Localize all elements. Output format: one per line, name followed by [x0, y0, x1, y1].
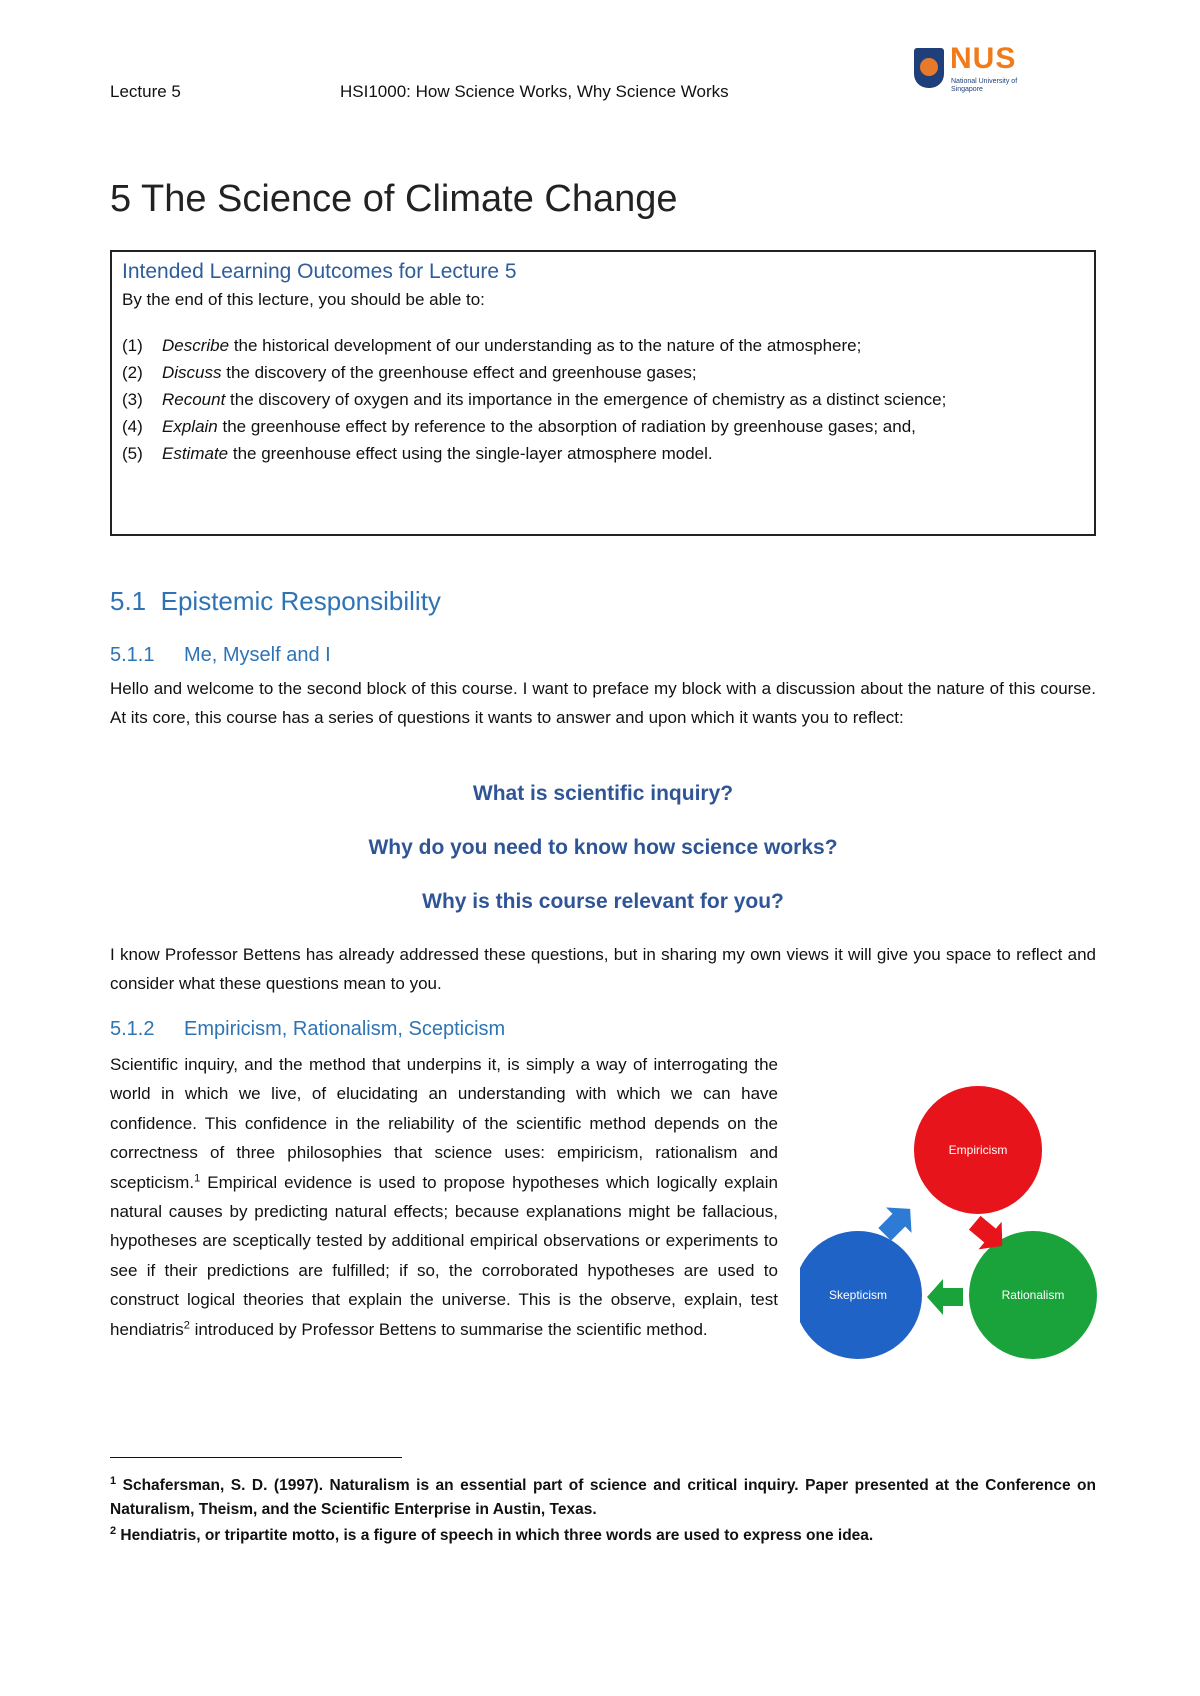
footnote-2: $^2$ Hendiatris, or tripartite motto, is a figure of speech in which three words are used to express one idea. [110, 1524, 874, 1544]
footnote-separator [110, 1457, 402, 1458]
reflection-paragraph: I know Professor Bettens has already addressed these questions, but in sharing my own views it will give you space to reflect and consider what these questions mean to you. [110, 945, 1096, 993]
learning-outcomes-box [110, 250, 1096, 536]
subsection-heading-5-1-2: 5.1.2 Empiricism, Rationalism, Scepticism [110, 1018, 506, 1040]
philosophy-cycle-diagram [800, 1085, 1100, 1385]
list-item: (1) Describe the historical development of our understanding as to the nature of the atmosphere; [122, 336, 862, 355]
rationalism-label: Rationalism [1001, 1288, 1065, 1302]
question-3: Why is this course relevant for you? [422, 890, 784, 913]
lecture-label: Lecture 5 [110, 82, 181, 101]
footnote-1: $^1$ Schafersman, S. D. (1997). Naturalism is an essential part of science and critical inquiry. Paper presented at the Conference on Naturalism, Theism, and the Scientific Enterprise in Austin, Texas. [110, 1474, 1096, 1518]
list-item: (5) Estimate the greenhouse effect using the single-layer atmosphere model. [122, 444, 713, 463]
course-title: HSI1000: How Science Works, Why Science Works [340, 82, 729, 101]
subsection-heading-5-1-1: 5.1.1 Me, Myself and I [110, 644, 331, 666]
list-item: (2) Discuss the discovery of the greenhouse effect and greenhouse gases; [122, 363, 697, 382]
logo-wordmark: NUS [950, 42, 1017, 75]
skepticism-label: Skepticism [828, 1288, 888, 1302]
question-1: What is scientific inquiry? [472, 782, 734, 805]
chapter-title: 5 The Science of Climate Change [110, 178, 678, 220]
section-heading-5-1: 5.1 Epistemic Responsibility [110, 586, 441, 616]
question-2: Why do you need to know how science works? [368, 836, 838, 859]
empiricism-label: Empiricism [948, 1143, 1008, 1157]
logo-subtitle: National University of Singapore [951, 78, 1018, 93]
scientific-method-paragraph: Scientific inquiry, and the method that underpins it, is simply a way of interrogating the world in which we live, of elucidating an understanding with which we can have confidence. This confidence in the reliability of the scientific method depends on the correctness of three philosophies that science uses: empiricism, rationalism and scepticism.$^1$ Empirical evidence is used to propose hypotheses which logically explain natural causes by predicting natural effects; because explanations might be fallacious, hypotheses are sceptically tested by additional empirical observations or experiments to see if their predictions are fulfilled; if so, the corroborated hypotheses are used to construct logical theories that explain the universe. This is the observe, explain, test hendiatris$^2$ introduced by Professor Bettens to summarise the scientific method. [110, 1055, 778, 1339]
footnote-ref-2[interactable]: 2 [183, 1319, 190, 1331]
list-item: (3) Recount the discovery of oxygen and its importance in the emergence of chemistry as a distinct science; [122, 390, 947, 409]
ilo-intro: By the end of this lecture, you should be able to: [122, 290, 485, 309]
ilo-heading: Intended Learning Outcomes for Lecture 5 [122, 260, 517, 283]
list-item: (4) Explain the greenhouse effect by reference to the absorption of radiation by greenhouse gases; and, [122, 417, 916, 436]
nus-logo [914, 42, 1022, 96]
crest-icon [914, 48, 944, 88]
intro-paragraph: Hello and welcome to the second block of this course. I want to preface my block with a discussion about the nature of this course. At its core, this course has a series of questions it wants to answer and upon which it wants you to reflect: [110, 679, 1096, 727]
arrow-rationalism-to-skepticism-icon [927, 1279, 963, 1315]
footnote-ref-1[interactable]: 1 [194, 1171, 201, 1184]
ilo-list [122, 332, 1084, 467]
